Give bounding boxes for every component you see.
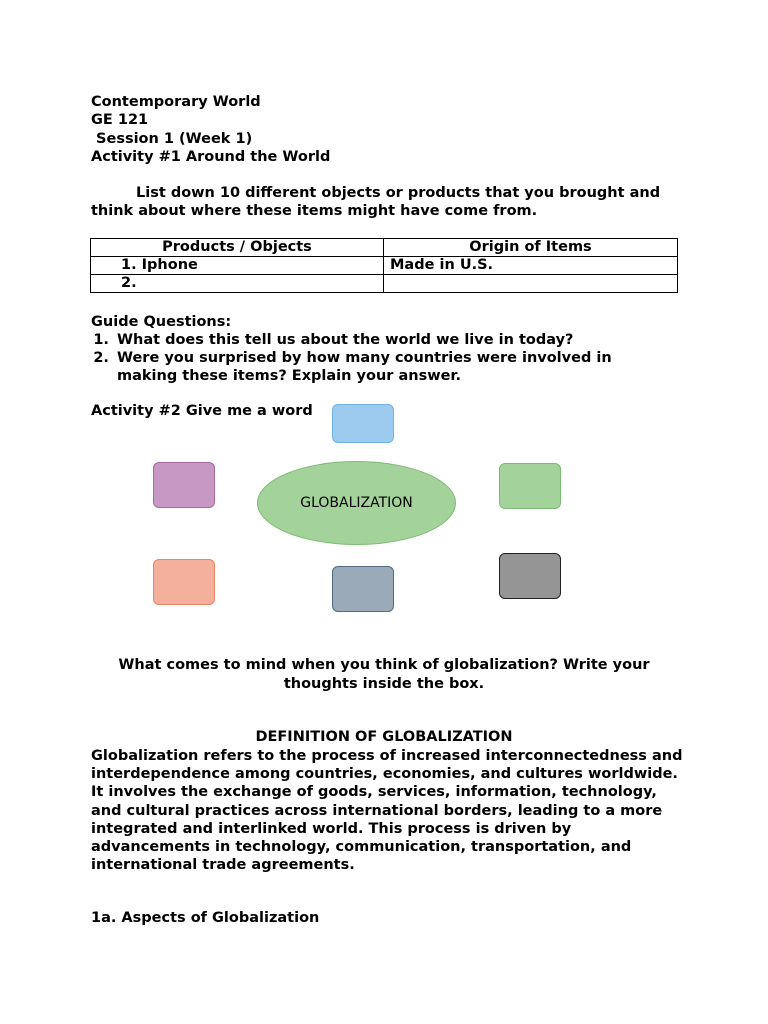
table-row	[91, 257, 678, 275]
table-header-row	[91, 239, 678, 257]
word-box-top[interactable]	[332, 404, 394, 443]
word-box-bottom[interactable]	[332, 566, 394, 612]
guide-question-2: 2. Were you surprised by how many countries were involved in making these items? Explain your answer.	[114, 349, 674, 385]
aspects-heading: 1a. Aspects of Globalization	[91, 910, 320, 926]
table-row	[91, 275, 678, 293]
definition-body: Globalization refers to the process of increased interconnectedness and interdependence among countries, economies, and cultures worldwide. It involves the exchange of goods, services, information, technology, and cultural practices across international borders, leading to a more integrated and interlinked world. This process is driven by advancements in technology, communication, transportation, and international trade agreements.	[91, 748, 683, 874]
guide-questions	[91, 313, 674, 385]
definition-title: DEFINITION OF GLOBALIZATION	[255, 729, 513, 745]
document-header	[91, 93, 330, 166]
word-box-right-top[interactable]	[499, 463, 561, 509]
activity2-prompt: What comes to mind when you think of globalization? Write your thoughts inside the box.	[118, 657, 650, 692]
intro-text: List down 10 different objects or products that you brought and think about where these items might have come from.	[91, 185, 661, 219]
origin-cell: Made in U.S.	[384, 257, 678, 275]
activity2-title: Activity #2 Give me a word	[91, 403, 313, 419]
guide-question-1: 1. What does this tell us about the world we live in today?	[114, 331, 674, 349]
course-code: GE 121	[91, 112, 149, 129]
products-table	[90, 238, 678, 293]
product-cell: 1. Iphone	[91, 257, 384, 275]
word-box-left-bottom[interactable]	[153, 559, 215, 605]
globalization-ellipse	[257, 461, 456, 545]
activity1-instructions	[91, 184, 681, 220]
column-header-origin: Origin of Items	[384, 239, 678, 257]
word-box-right-bottom[interactable]	[499, 553, 561, 599]
activity1-title: Activity #1 Around the World	[91, 148, 331, 165]
word-box-left-top[interactable]	[153, 462, 215, 508]
column-header-products: Products / Objects	[91, 239, 384, 257]
product-cell: 2.	[91, 275, 384, 293]
course-title: Contemporary World	[91, 94, 261, 110]
guide-title: Guide Questions:	[91, 314, 232, 330]
origin-cell	[384, 275, 678, 293]
globalization-label: GLOBALIZATION	[300, 495, 413, 511]
session-label: Session 1 (Week 1)	[91, 130, 253, 147]
